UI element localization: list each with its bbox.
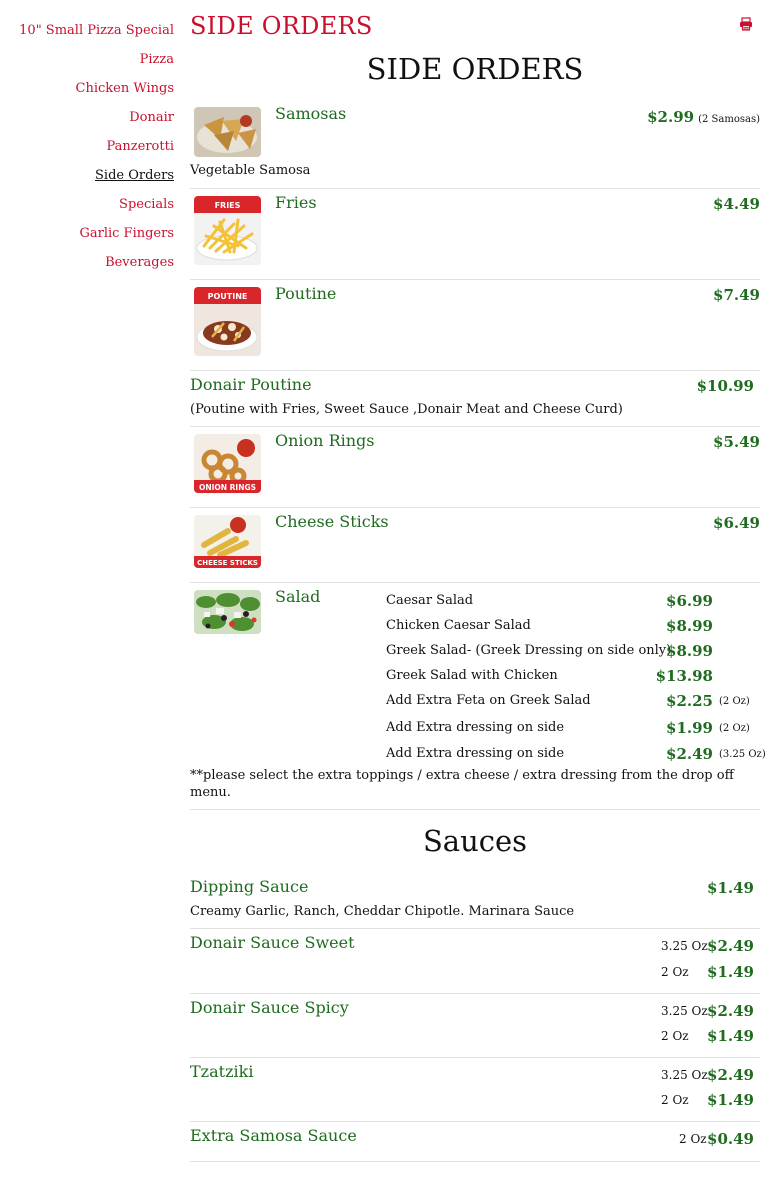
item-name: Poutine bbox=[275, 284, 337, 303]
sidebar-item-pizza[interactable]: Pizza bbox=[139, 52, 174, 67]
size-label: 3.25 Oz bbox=[661, 1004, 708, 1018]
menu-item-cheese-sticks[interactable] bbox=[190, 508, 760, 583]
salad-option-price[interactable]: $1.99 bbox=[666, 719, 713, 737]
svg-text:ONION RINGS: ONION RINGS bbox=[198, 483, 257, 492]
salad-option-label: Add Extra dressing on side bbox=[386, 746, 565, 761]
item-description: Creamy Garlic, Ranch, Cheddar Chipotle. Marinara Sauce bbox=[190, 904, 575, 919]
sauces-heading: Sauces bbox=[422, 824, 528, 858]
salad-option-price[interactable]: $2.49 bbox=[666, 745, 713, 763]
salad-option-label: Add Extra Feta on Greek Salad bbox=[386, 693, 591, 708]
salad-option-price[interactable]: $2.25 bbox=[666, 692, 713, 710]
size-label: 2 Oz bbox=[661, 1029, 689, 1043]
salad-option-label: Caesar Salad bbox=[386, 593, 474, 608]
salad-note: **please select the extra toppings / extra cheese / extra dressing from the drop off menu. bbox=[190, 768, 734, 800]
size-label: 3.25 Oz bbox=[661, 1068, 708, 1082]
item-name: Samosas bbox=[275, 104, 347, 123]
size-price[interactable]: $0.49 bbox=[707, 1130, 754, 1148]
item-price: $6.49 bbox=[713, 514, 760, 532]
onion-rings-photo bbox=[194, 434, 261, 493]
salad-option-qualifier: (3.25 Oz) bbox=[719, 749, 766, 760]
side-orders-heading: SIDE ORDERS bbox=[366, 52, 584, 86]
size-label: 2 Oz bbox=[661, 1093, 689, 1107]
page-title: SIDE ORDERS bbox=[190, 12, 373, 40]
item-price: $1.49 bbox=[707, 879, 754, 897]
salad-option-label: Chicken Caesar Salad bbox=[386, 618, 531, 633]
menu-item-tzatziki[interactable] bbox=[190, 1058, 760, 1122]
item-name: Cheese Sticks bbox=[275, 512, 389, 531]
salad-option-price[interactable]: $8.99 bbox=[666, 642, 713, 660]
printer-icon[interactable] bbox=[739, 16, 753, 30]
cheese-sticks-photo bbox=[194, 515, 261, 568]
poutine-photo bbox=[194, 287, 261, 356]
item-description: (Poutine with Fries, Sweet Sauce ,Donair Meat and Cheese Curd) bbox=[190, 402, 623, 417]
menu-item-extra-samosa-sauce[interactable] bbox=[190, 1122, 760, 1162]
svg-text:POUTINE: POUTINE bbox=[207, 292, 248, 301]
salad-option-qualifier: (2 Oz) bbox=[719, 696, 750, 707]
svg-text:FRIES: FRIES bbox=[214, 201, 241, 210]
item-name: Dipping Sauce bbox=[190, 877, 309, 896]
menu-item-donair-sauce-spicy[interactable] bbox=[190, 994, 760, 1058]
salad-photo bbox=[194, 590, 261, 634]
size-price[interactable]: $1.49 bbox=[707, 1091, 754, 1109]
item-name: Onion Rings bbox=[275, 431, 375, 450]
sidebar-item-beverages[interactable]: Beverages bbox=[105, 255, 174, 270]
fries-photo bbox=[194, 196, 261, 265]
size-label: 2 Oz bbox=[679, 1132, 707, 1146]
item-price: $2.99 (2 Samosas) bbox=[647, 108, 760, 126]
item-name: Salad bbox=[275, 587, 321, 606]
sidebar-item-side-orders[interactable]: Side Orders bbox=[95, 168, 174, 183]
size-price[interactable]: $1.49 bbox=[707, 963, 754, 981]
samosa-photo bbox=[194, 107, 261, 157]
size-label: 3.25 Oz bbox=[661, 939, 708, 953]
size-label: 2 Oz bbox=[661, 965, 689, 979]
price-qualifier: (2 Samosas) bbox=[698, 114, 760, 125]
salad-option-price[interactable]: $8.99 bbox=[666, 617, 713, 635]
sidebar-item-chicken-wings[interactable]: Chicken Wings bbox=[75, 81, 174, 96]
category-sidebar bbox=[0, 16, 174, 277]
menu-item-dipping-sauce[interactable] bbox=[190, 873, 760, 929]
item-name: Donair Sauce Spicy bbox=[190, 998, 349, 1017]
size-price[interactable]: $2.49 bbox=[707, 1066, 754, 1084]
item-description: Vegetable Samosa bbox=[190, 163, 311, 178]
item-name: Donair Sauce Sweet bbox=[190, 933, 355, 952]
svg-text:CHEESE STICKS: CHEESE STICKS bbox=[197, 559, 258, 567]
menu-item-donair-poutine[interactable] bbox=[190, 371, 760, 427]
sidebar-item-10-small-pizza-special[interactable]: 10" Small Pizza Special bbox=[19, 23, 174, 38]
menu-item-fries[interactable] bbox=[190, 189, 760, 280]
item-price: $5.49 bbox=[713, 433, 760, 451]
item-price: $7.49 bbox=[713, 286, 760, 304]
menu-item-salad[interactable] bbox=[190, 583, 766, 810]
salad-option-price[interactable]: $6.99 bbox=[666, 592, 713, 610]
menu-item-donair-sauce-sweet[interactable] bbox=[190, 929, 760, 994]
menu-item-onion-rings[interactable] bbox=[190, 427, 760, 508]
sidebar-item-donair[interactable]: Donair bbox=[129, 110, 174, 125]
size-price[interactable]: $1.49 bbox=[707, 1027, 754, 1045]
size-price[interactable]: $2.49 bbox=[707, 1002, 754, 1020]
salad-option-label: Add Extra dressing on side bbox=[386, 720, 565, 735]
menu-item-samosas[interactable] bbox=[190, 100, 760, 189]
sidebar-item-panzerotti[interactable]: Panzerotti bbox=[106, 139, 174, 154]
salad-option-qualifier: (2 Oz) bbox=[719, 723, 750, 734]
item-name: Tzatziki bbox=[190, 1062, 254, 1081]
item-price: $4.49 bbox=[713, 195, 760, 213]
salad-option-label: Greek Salad- (Greek Dressing on side only) bbox=[386, 643, 672, 658]
size-price[interactable]: $2.49 bbox=[707, 937, 754, 955]
sidebar-item-specials[interactable]: Specials bbox=[119, 197, 174, 212]
salad-option-label: Greek Salad with Chicken bbox=[386, 668, 558, 683]
item-name: Donair Poutine bbox=[190, 375, 312, 394]
item-price: $10.99 bbox=[696, 377, 754, 395]
item-name: Extra Samosa Sauce bbox=[190, 1126, 357, 1145]
item-name: Fries bbox=[275, 193, 317, 212]
menu-item-poutine[interactable] bbox=[190, 280, 760, 371]
sidebar-item-garlic-fingers[interactable]: Garlic Fingers bbox=[79, 226, 174, 241]
salad-option-price[interactable]: $13.98 bbox=[655, 667, 713, 685]
